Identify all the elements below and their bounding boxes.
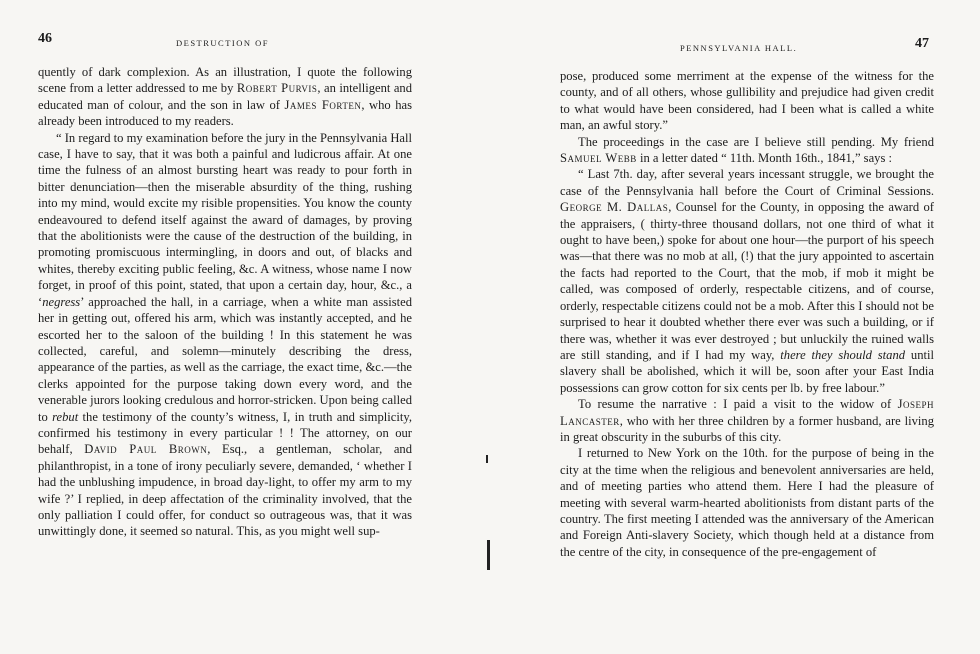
person-name: Robert Purvis <box>236 81 318 96</box>
paragraph: To resume the narrative : I paid a visit to the widow of Joseph Lancaster, who with her three children by a former husband, are living in great obscurity in the suburbs of this city. <box>560 397 934 444</box>
paragraph: The proceedings in the case are I believe still pending. My friend Samuel Webb in a letter dated “ 11th. Month 16th., 1841,” says : <box>560 134 934 166</box>
paragraph: “ In regard to my examination before the jury in the Pennsylvania Hall case, I have to say, that it was both a painful and ludicrous affair. At one time the fulness of an almost bursting heart was ready to pour forth in bitter denunciation—then the miserable absurdity of the thing, rushing into my mind, would excite my risible propensities. You know the county endeavoured to defend itself against the award of damages, by proving that the abolitionists were the cause of the destruction of the building, in promoting promiscuous intermingling, in doors and out, of blacks and whites, thereby exciting public feeling, &c. A witness, whose name I now forget, in proof of this point, stated, that upon a certain day, hour, &c., a ‘negress’ approached the hall, in a carriage, when a white man assisted her in getting out, offered his arm, which was instantly accepted, and he escorted her to the saloon of the building ! In this statement he was collected, careful, and solemn—minutely describing the dress, appearance of the parties, as well as the carriage, the exact time, &c.—the clerks appointed for the purpose taking down every word, and the venerable jurors looking credulous and horror-stricken. Upon being called to rebut the testimony of the county’s witness, I, in truth and simplicity, confirmed his testimony in every particular ! ! The attorney, on our behalf, David Paul Brown, Esq., a gentleman, scholar, and philanthropist, in a tone of irony peculiarly severe, demanded, ‘ whether I had the unblushing impudence, in broad day-light, to offer my arm to my wife ?’ I replied, in deep affectation of the criminality involved, that the only palliation I could offer, for conduct so outrageous was, that it was unwittingly done, it seemed so natural. This, as you might well sup- <box>38 130 413 539</box>
person-name: George M. Dallas <box>560 200 669 215</box>
page-number: 46 <box>38 31 52 46</box>
person-name: James Forten <box>284 97 362 112</box>
paragraph: pose, produced some merriment at the expense of the witness for the county, and of all others, whose gullibility and prejudice had given credit to what would have been considered, had I been what is called a white man, an awful story.” <box>560 69 934 133</box>
emphasis: negress <box>42 294 81 309</box>
page-number: 47 <box>915 36 929 51</box>
paragraph: quently of dark complexion. As an illustration, I quote the following scene from a letter addressed to me by Robert Purvis, an intelligent and educated man of colour, and the son in law of James Forten, who has already been introduced to my readers. <box>38 65 413 129</box>
paragraph: “ Last 7th. day, after several years incessant struggle, we brought the case of the Pennsylvania hall before the Court of Criminal Sessions. George M. Dallas, Counsel for the County, in opposing the award of the appraisers, ( thirty-three thousand dollars, not one third of what it ought to have been,) spoke for about one hour—the purport of his speech was—that there was no mob at all, (!) that the jury appointed to ascertain the facts had reported to the Court, that the mob, if mob it might be called, was composed of orderly, respectable citizens, and of course, orderly, respectable citizens could not be a mob. After this I should not be surprised to hear it doubted whether there ever was such a building, or if there was, whether it was ever destroyed ; but unluckily the ruined walls are still standing, and if I had my way, there they should stand until slavery shall be abolished, which it will be, soon after your East India possessions can grow cotton for six cents per lb. by free labour.” <box>560 167 934 395</box>
running-head: PENNSYLVANIA HALL. <box>680 43 798 53</box>
scan-gutter-mark <box>487 540 490 570</box>
scan-gutter-speck <box>486 455 488 463</box>
person-name: Joseph Lancaster <box>560 397 934 428</box>
body-text <box>38 64 412 540</box>
person-name: Samuel Webb <box>560 151 637 166</box>
emphasis: there they should stand <box>780 347 906 362</box>
right-page <box>490 0 980 654</box>
body-text <box>560 68 934 560</box>
emphasis: rebut <box>52 409 79 424</box>
paragraph: I returned to New York on the 10th. for the purpose of being in the city at the time when the religious and benevolent anniversaries are held, and of meeting parties who attend them. Here I had the pleasure of meeting with several warm-hearted abolitionists from distant parts of the country. The first meeting I attended was the anniversary of the American and Foreign Anti-slavery Society, which though held at a distance from the centre of the city, in consequence of the pre-engagement of <box>560 446 934 559</box>
running-head: DESTRUCTION OF <box>176 38 270 48</box>
person-name: David Paul Brown <box>84 442 208 457</box>
